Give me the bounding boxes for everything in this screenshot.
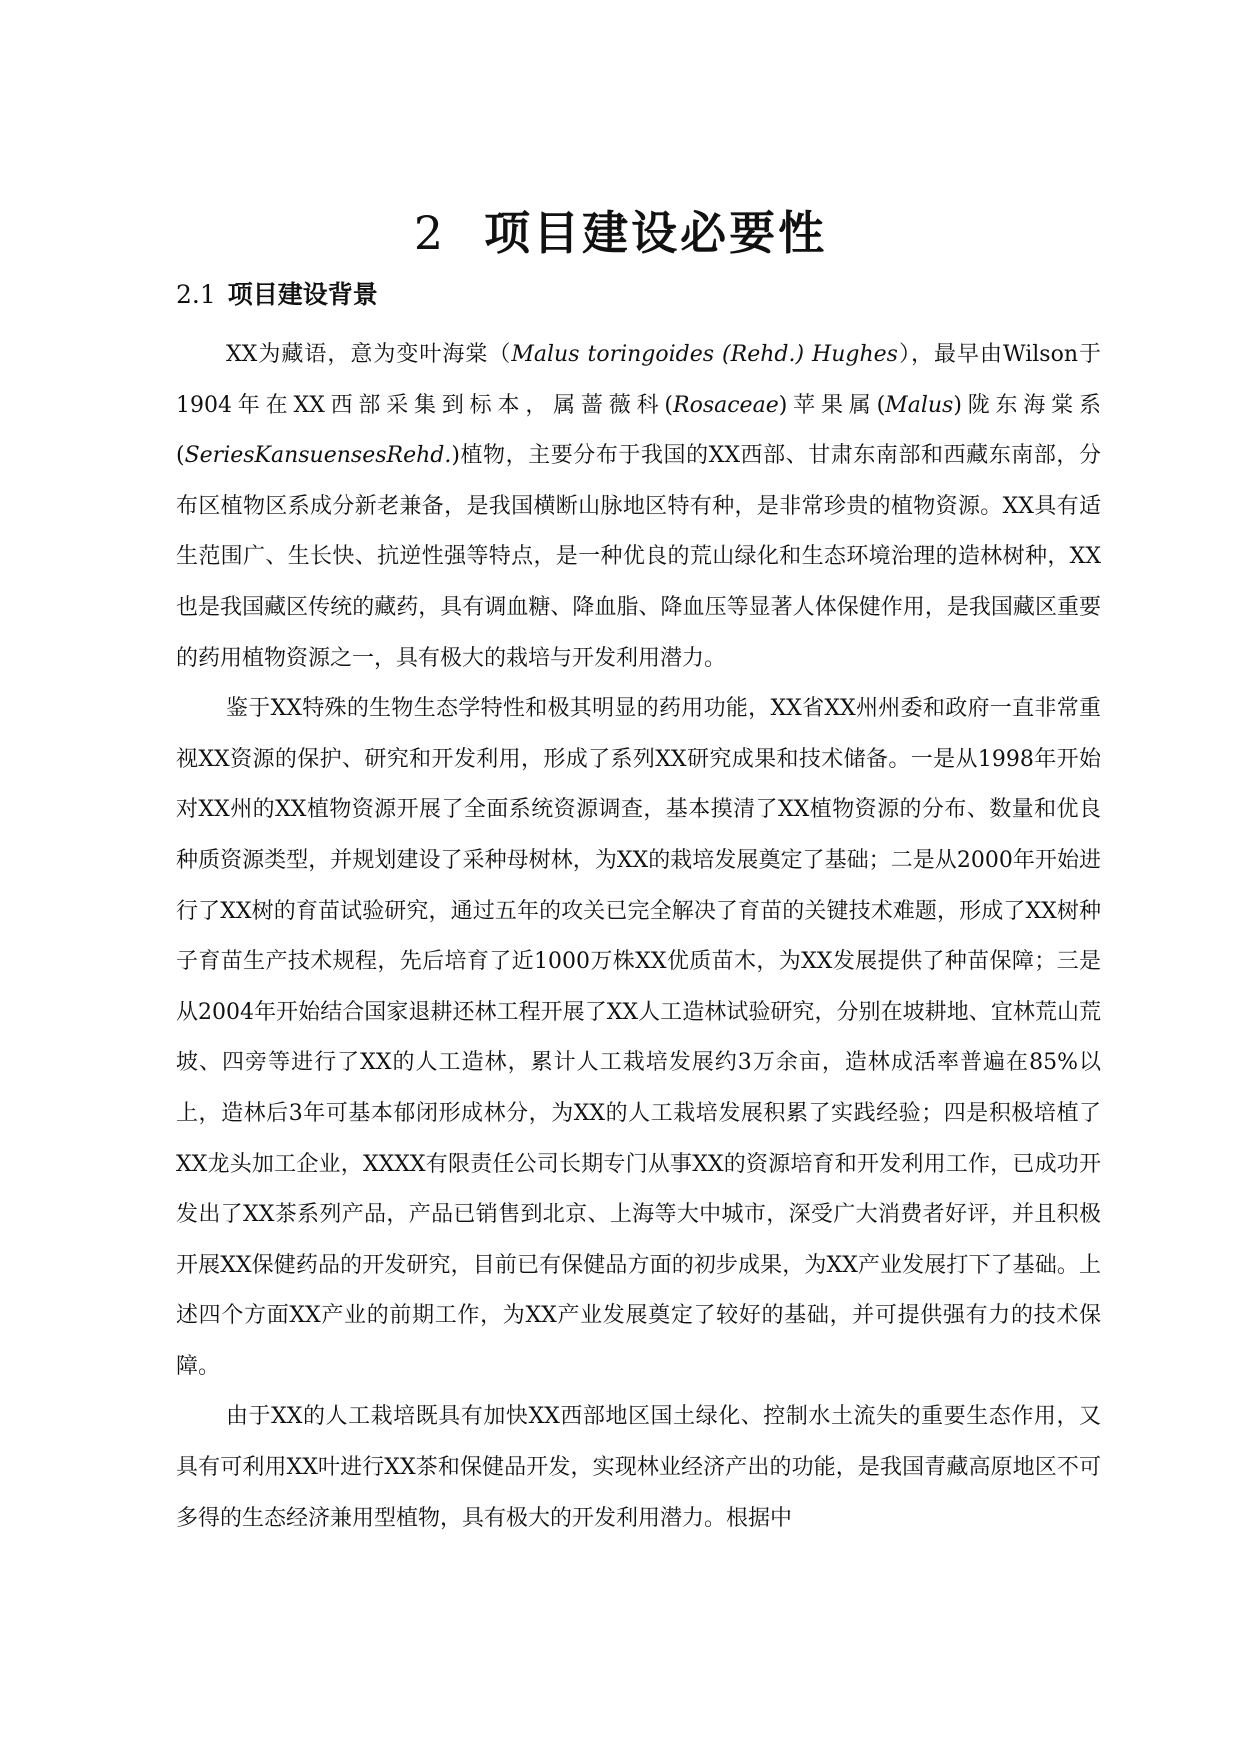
section-number: 2.1 — [176, 280, 216, 309]
family-name-italic: Rosaceae — [673, 392, 779, 418]
paragraph-1-text-part: )植物，主要分布于我国的XX西部、甘肃东南部和西藏东南部，分布区植物区系成分新老兼备，是我国横断山脉地区特有种，是非常珍贵的植物资源。XX具有适生范围广、生长快、抗逆性强等特点，是一种优良的荒山绿化和生态环境治理的造林树种，XX也是我国藏区传统的藏药，具有调血糖、降血脂、降血压等显著人体保健作用，是我国藏区重要的药用植物资源之一，具有极大的栽培与开发利用潜力。 — [176, 443, 1101, 671]
paragraph-2: 鉴于XX特殊的生物生态学特性和极其明显的药用功能，XX省XX州州委和政府一直非常重视XX资源的保护、研究和开发利用，形成了系列XX研究成果和技术储备。一是从1998年开始对XX州的XX植物资源开展了全面系统资源调查，基本摸清了XX植物资源的分布、数量和优良种质资源类型，并规划建设了采种母树林，为XX的栽培发展奠定了基础；二是从2000年开始进行了XX树的育苗试验研究，通过五年的攻关已完全解决了育苗的关键技术难题，形成了XX树种子育苗生产技术规程，先后培育了近1000万株XX优质苗木，为XX发展提供了种苗保障；三是从2004年开始结合国家退耕还林工程开展了XX人工造林试验研究，分别在坡耕地、宜林荒山荒坡、四旁等进行了XX的人工造林，累计人工栽培发展约3万余亩，造林成活率普遍在85%以上，造林后3年可基本郁闭形成林分，为XX的人工栽培发展积累了实践经验；四是积极培植了XX龙头加工企业，XXXX有限责任公司长期专门从事XX的资源培育和开发利用工作，已成功开发出了XX茶系列产品，产品已销售到北京、上海等大中城市，深受广大消费者好评，并且积极开展XX保健药品的开发研究，目前已有保健品方面的初步成果，为XX产业发展打下了基础。上述四个方面XX产业的前期工作，为XX产业发展奠定了较好的基础，并可提供强有力的技术保障。 — [176, 696, 1101, 1379]
series-name-italic: SeriesKansuensesRehd. — [184, 443, 452, 469]
paragraph-3: 由于XX的人工栽培既具有加快XX西部地区国土绿化、控制水土流失的重要生态作用，又具有可利用XX叶进行XX茶和保健品开发，实现林业经济产出的功能，是我国青藏高原地区不可多得的生态经济兼用型植物，具有极大的开发利用潜力。根据中 — [176, 1404, 1101, 1531]
section-title — [176, 275, 378, 315]
species-name-italic: Malus toringoides (Rehd.) Hughes — [511, 342, 898, 367]
paragraph-1-text-part: XX为藏语，意为变叶海棠（ — [226, 342, 512, 367]
paragraph-1-text-part: ），最早由Wilson于1904年在XX西部采集到标本，属蔷薇科( — [176, 342, 1101, 418]
paragraph-1-text-part: )苹果属( — [778, 392, 886, 418]
section-title-text: 项目建设背景 — [227, 280, 378, 309]
chapter-title-text: 项目建设必要性 — [484, 206, 828, 260]
chapter-number: 2 — [413, 206, 447, 260]
chapter-title — [0, 198, 1241, 268]
genus-name-italic: Malus — [885, 392, 954, 418]
paragraph-1 — [176, 330, 1101, 684]
paragraph-1-text-part: )陇东海棠系( — [176, 392, 1101, 469]
body-text — [176, 330, 1101, 1544]
